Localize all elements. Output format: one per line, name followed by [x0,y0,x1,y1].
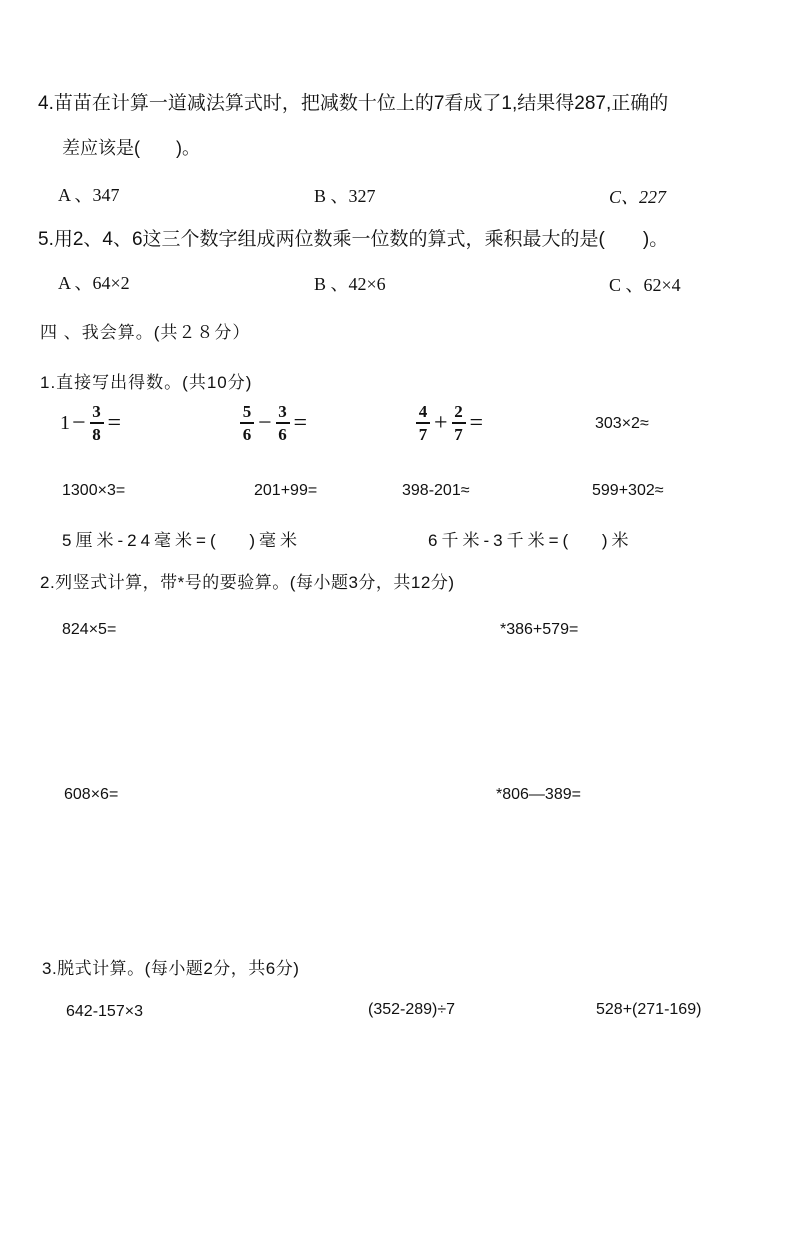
q4-option-c: C、227 [609,187,667,207]
operator: + [434,409,448,436]
operator: − [72,409,86,436]
equals-sign: = [107,409,122,436]
calc-item: 201+99= [254,482,318,499]
vertical-calc-item: 824×5= [62,621,117,638]
fraction-bar [416,422,430,424]
fraction-expression-2 [238,402,309,444]
vertical-calc-item: 608×6= [64,786,119,803]
fraction-bar [452,422,466,424]
q5-line1: 5.用2、4、6这三个数字组成两位数乘一位数的算式，乘积最大的是( )。 [38,229,669,250]
part2-title: 2.列竖式计算，带*号的要验算。(每小题3分，共12分) [40,573,455,592]
fraction-bar [276,422,290,424]
numerator: 3 [278,402,287,421]
equals-sign: = [293,409,308,436]
q5-option-c: C 、62×4 [609,275,681,295]
calc-item: 398-201≈ [402,482,470,499]
fraction [276,402,290,444]
calc-item: 1300×3= [62,482,126,499]
q5-option-b: B 、42×6 [314,274,386,294]
fraction [240,402,254,444]
q4-option-b: B 、327 [314,186,376,206]
part3-title: 3.脱式计算。(每小题2分，共6分) [42,959,300,978]
calc-item: 599+302≈ [592,482,664,499]
q5-option-a: A 、64×2 [58,273,130,293]
operator: − [258,409,272,436]
denominator: 7 [418,425,428,444]
denominator: 6 [242,425,252,444]
fraction-bar [90,422,104,424]
unit-conversion-1: 5厘米-24毫米=( )毫米 [62,531,301,550]
equals-sign: = [469,409,484,436]
step-calc-item: (352-289)÷7 [368,1001,456,1018]
calc-item: 303×2≈ [595,415,649,432]
numerator: 3 [92,402,101,421]
numerator: 2 [454,402,463,421]
fraction [416,402,430,444]
q4-line1: 4.苗苗在计算一道减法算式时，把减数十位上的7看成了1,结果得287,正确的 [38,93,669,114]
unit-conversion-2: 6千米-3千米=( )米 [428,531,633,550]
q4-option-a: A 、347 [58,185,120,205]
fraction-expression-3 [414,402,485,444]
vertical-calc-item: *386+579= [500,621,579,638]
q4-line2: 差应该是( )。 [62,138,200,158]
denominator: 6 [278,425,287,444]
step-calc-item: 528+(271-169) [596,1001,702,1018]
section-title: 四 、我会算。(共２８分） [40,323,251,342]
lead-number: 1 [60,411,70,434]
fraction-bar [240,422,254,424]
step-calc-item: 642-157×3 [66,1003,143,1020]
denominator: 7 [454,425,463,444]
fraction [452,402,466,444]
fraction-expression-1 [60,402,123,444]
numerator: 4 [418,402,428,421]
denominator: 8 [92,425,101,444]
fraction [90,402,104,444]
vertical-calc-item: *806—389= [496,786,581,803]
part1-title: 1.直接写出得数。(共10分) [40,373,253,392]
numerator: 5 [242,402,252,421]
